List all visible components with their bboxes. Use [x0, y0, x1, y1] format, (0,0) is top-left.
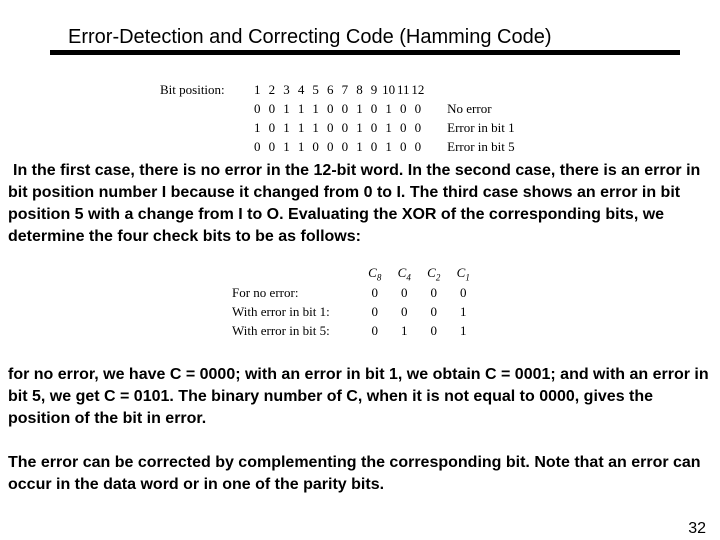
check-bit-value: 1 — [460, 323, 467, 338]
bit-value: 0 — [399, 139, 407, 154]
bit-value: 0 — [341, 120, 349, 135]
bit-value: 1 — [312, 120, 319, 135]
bit-row-description: No error — [447, 101, 492, 116]
check-bits-table — [232, 264, 478, 340]
check-bit-subscript: 2 — [435, 272, 441, 283]
bit-row-label — [160, 99, 250, 118]
check-bit-subscript: 8 — [376, 272, 382, 283]
bit-word-row — [160, 137, 515, 156]
bit-value: 1 — [312, 101, 319, 116]
bit-value: 1 — [356, 120, 363, 135]
bit-value: 0 — [312, 139, 319, 154]
bit-value: 0 — [268, 120, 276, 135]
check-row-label: For no error: — [232, 285, 299, 300]
bit-value: 0 — [327, 120, 334, 135]
bit-value: 0 — [268, 101, 276, 116]
slide-title: Error-Detection and Correcting Code (Hamming Code) — [68, 26, 552, 48]
bit-value: 1 — [385, 101, 392, 116]
check-row — [232, 283, 478, 302]
check-bit-header: $C_1$ — [456, 264, 470, 283]
bit-value: 0 — [414, 139, 422, 154]
bit-value: 1 — [356, 139, 363, 154]
check-header-row — [232, 264, 478, 283]
check-bit-value: 0 — [371, 323, 378, 338]
bit-position-number: 1 — [254, 82, 261, 97]
bit-position-number: 4 — [297, 82, 305, 97]
bit-value: 0 — [370, 139, 378, 154]
check-row — [232, 321, 478, 340]
check-bit-header: $C_2$ — [427, 264, 441, 283]
check-bit-value: 1 — [460, 304, 467, 319]
bit-value: 0 — [399, 101, 407, 116]
check-row-label: With error in bit 5: — [232, 323, 330, 338]
paragraph-cases: In the first case, there is no error in the 12-bit word. In the second case, there is an error in bit position number I because it changed from 0 to I. The third case shows an error in bit position 5 with a change from I to O. Evaluating the XOR of the corresponding bits, we determine the four check bits to be as follows: — [8, 162, 701, 245]
check-bit-value: 0 — [430, 323, 437, 338]
bit-position-number: 5 — [312, 82, 319, 97]
paragraph-results: for no error, we have C = 0000; with an error in bit 1, we obtain C = 0001; and with an error in bit 5, we get C = 0101. The binary number of C, when it is not equal to 0000, gives the position of the bit in error. — [8, 366, 709, 427]
bit-position-label: Bit position: — [160, 82, 225, 97]
check-bit-header: $C_4$ — [397, 264, 411, 283]
check-row — [232, 302, 478, 321]
check-bit-value: 0 — [371, 285, 378, 300]
bit-row-label — [160, 137, 250, 156]
check-row-label: With error in bit 1: — [232, 304, 330, 319]
bit-value: 0 — [370, 101, 378, 116]
check-header-spacer — [232, 264, 360, 283]
bit-position-number: 11 — [396, 82, 410, 97]
bit-value: 0 — [268, 139, 276, 154]
bit-value: 1 — [385, 139, 392, 154]
bit-row-label — [160, 118, 250, 137]
bit-position-row — [160, 80, 515, 99]
bit-position-number: 6 — [327, 82, 334, 97]
bit-value: 0 — [341, 139, 349, 154]
title-underline — [50, 50, 680, 55]
bit-value: 0 — [370, 120, 378, 135]
bit-value: 0 — [414, 120, 422, 135]
bit-position-number: 10 — [382, 82, 396, 97]
bit-row-description — [425, 80, 515, 99]
bit-value: 1 — [283, 120, 290, 135]
check-bit-value: 0 — [460, 285, 467, 300]
check-bit-value: 1 — [401, 323, 408, 338]
bit-value: 1 — [297, 101, 305, 116]
check-bit-subscript: 1 — [465, 272, 470, 283]
bit-value: 1 — [283, 139, 290, 154]
bit-word-row — [160, 118, 515, 137]
check-bit-value: 0 — [401, 285, 408, 300]
bit-value: 0 — [414, 101, 422, 116]
check-bit-value: 0 — [401, 304, 408, 319]
bit-position-number: 2 — [268, 82, 276, 97]
bit-value: 0 — [327, 101, 334, 116]
check-bit-header: $C_8$ — [368, 264, 382, 283]
check-bit-subscript: 4 — [406, 272, 411, 283]
bit-value: 1 — [297, 139, 305, 154]
bit-value: 0 — [327, 139, 334, 154]
bit-value: 1 — [254, 120, 261, 135]
bit-value: 1 — [356, 101, 363, 116]
page-number: 32 — [688, 520, 706, 537]
bit-position-number: 9 — [370, 82, 378, 97]
bit-position-number: 7 — [341, 82, 349, 97]
check-bit-value: 0 — [371, 304, 378, 319]
bit-row-description: Error in bit 1 — [447, 120, 515, 135]
paragraph-correction: The error can be corrected by complementing the corresponding bit. Note that an error can occur in the data word or in one of the parity bits. — [8, 454, 701, 493]
bit-position-number: 8 — [356, 82, 363, 97]
bit-value: 0 — [254, 139, 261, 154]
bit-position-number: 3 — [283, 82, 290, 97]
bit-row-description: Error in bit 5 — [447, 139, 515, 154]
check-bit-value: 0 — [430, 304, 437, 319]
bit-value: 1 — [297, 120, 305, 135]
bit-value: 0 — [399, 120, 407, 135]
bit-position-table — [160, 80, 515, 156]
bit-value: 0 — [254, 101, 261, 116]
bit-position-number: 12 — [411, 82, 425, 97]
bit-value: 1 — [283, 101, 290, 116]
bit-value: 1 — [385, 120, 392, 135]
check-bit-value: 0 — [430, 285, 437, 300]
bit-value: 0 — [341, 101, 349, 116]
bit-word-row — [160, 99, 515, 118]
